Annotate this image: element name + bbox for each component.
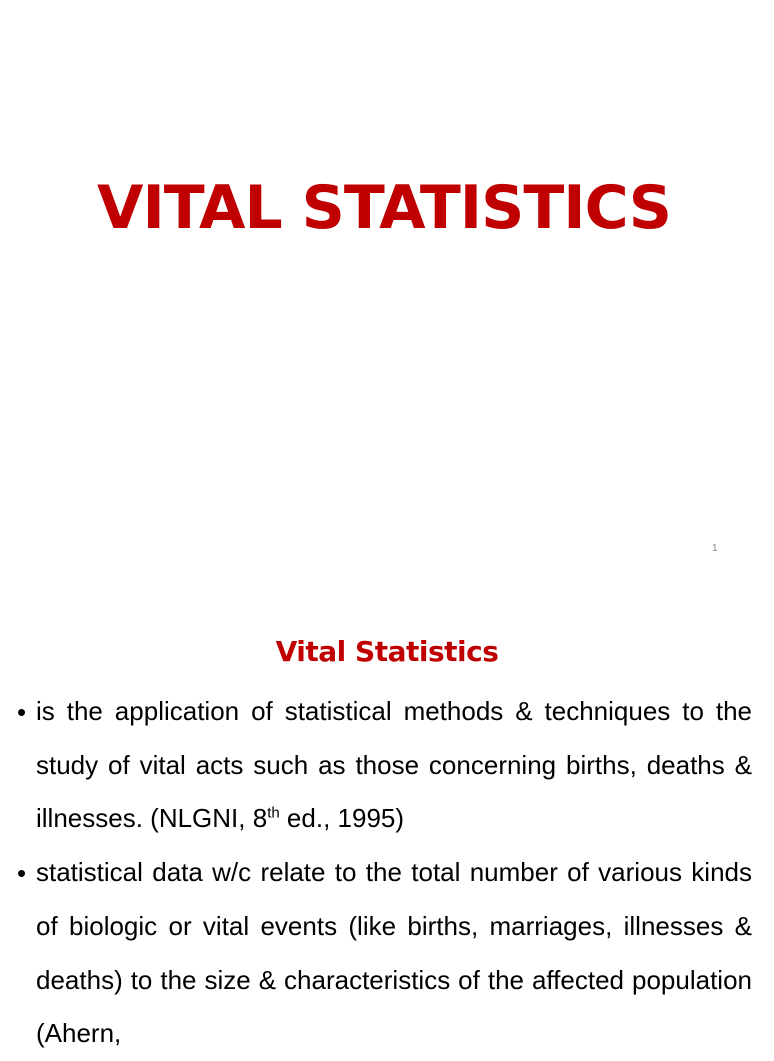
bullet-marker: • — [17, 858, 27, 889]
section-title: Vital Statistics — [275, 635, 499, 668]
content-slide — [0, 598, 768, 1049]
ordinal-superscript: th — [267, 804, 280, 822]
bullet-text: statistical data w/c relate to the total number of various kinds of biologic or vital events (like births, marriages, illnesses & deaths) to the size & characteristics of the affected population (Ahern, — [36, 857, 752, 1049]
bullet-item-definition — [0, 685, 768, 846]
bullet-list — [0, 685, 768, 1061]
bullet-text-citation-end: ed., 1995) — [279, 803, 405, 834]
bullet-text-main: is the application of statistical methods & techniques to the study of vital acts such as those concerning births, deaths & illnesses. (NLGNI, 8 — [36, 696, 752, 834]
slide-number: 1 — [712, 543, 718, 554]
bullet-text — [36, 685, 752, 846]
slide-title: VITAL STATISTICS — [97, 173, 671, 243]
bullet-item-statistical-data — [0, 846, 768, 1061]
bullet-marker: • — [17, 697, 27, 727]
